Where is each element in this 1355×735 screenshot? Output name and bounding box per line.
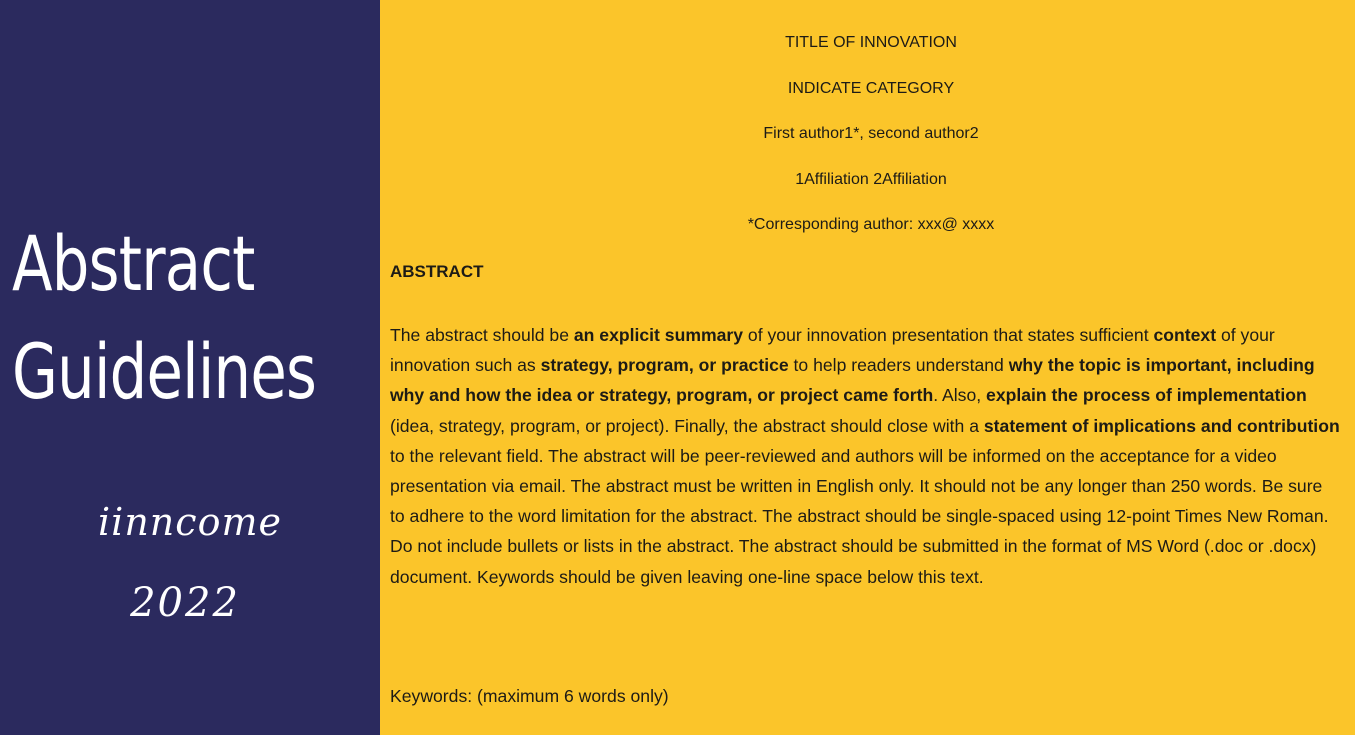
authors-line: First author1*, second author2 <box>763 125 979 142</box>
year-label: 2022 <box>130 580 240 626</box>
body-text: of your innovation such as <box>390 325 1275 376</box>
right-panel <box>380 0 1355 735</box>
body-text: to the relevant field. The abstract will be peer-reviewed and authors will be informed on the acceptance for a video presentation via email. The abstract must be written in English only. It should not be any longer than 250 words. Be sure to adhere to the word limitation for the abstract. The abstract should be single-spaced using 12-point Times New Roman. Do not include bullets or lists in the abstract. The abstract should be submitted in the format of MS Word (.doc or .docx) document. Keywords should be given leaving one-line space below this text. <box>390 445 1329 587</box>
body-bold-text: context <box>1153 325 1217 345</box>
body-text: (idea, strategy, program, or project). Finally, the abstract should close with a <box>390 415 984 436</box>
abstract-body <box>390 320 1340 592</box>
body-bold-text: statement of implications and contribution <box>983 415 1340 436</box>
title-guidelines: Guidelines <box>12 327 317 416</box>
affiliations-line: 1Affiliation 2Affiliation <box>795 171 947 188</box>
category-placeholder: INDICATE CATEGORY <box>787 80 955 97</box>
corresponding-author-line: *Corresponding author: xxx@ xxxx <box>747 216 995 233</box>
body-bold-text: why the topic is important, including why and how the idea or strategy, program, or project came forth <box>390 355 1315 406</box>
body-text: of your innovation presentation that states sufficient <box>743 325 1154 345</box>
body-text: . Also, <box>933 385 987 406</box>
body-bold-text: explain the process of implementation <box>986 385 1307 406</box>
innovation-title-placeholder: TITLE OF INNOVATION <box>785 34 957 51</box>
body-text: to help readers understand <box>788 355 1009 376</box>
left-panel <box>0 0 380 735</box>
body-text: The abstract should be <box>390 325 574 345</box>
body-bold-text: an explicit summary <box>573 325 744 345</box>
keywords-line: Keywords: (maximum 6 words only) <box>390 686 669 706</box>
title-abstract: Abstract <box>12 219 255 308</box>
brand-logo-text: iinncome <box>98 500 282 544</box>
abstract-heading: ABSTRACT <box>390 262 484 281</box>
body-bold-text: strategy, program, or practice <box>540 355 789 376</box>
